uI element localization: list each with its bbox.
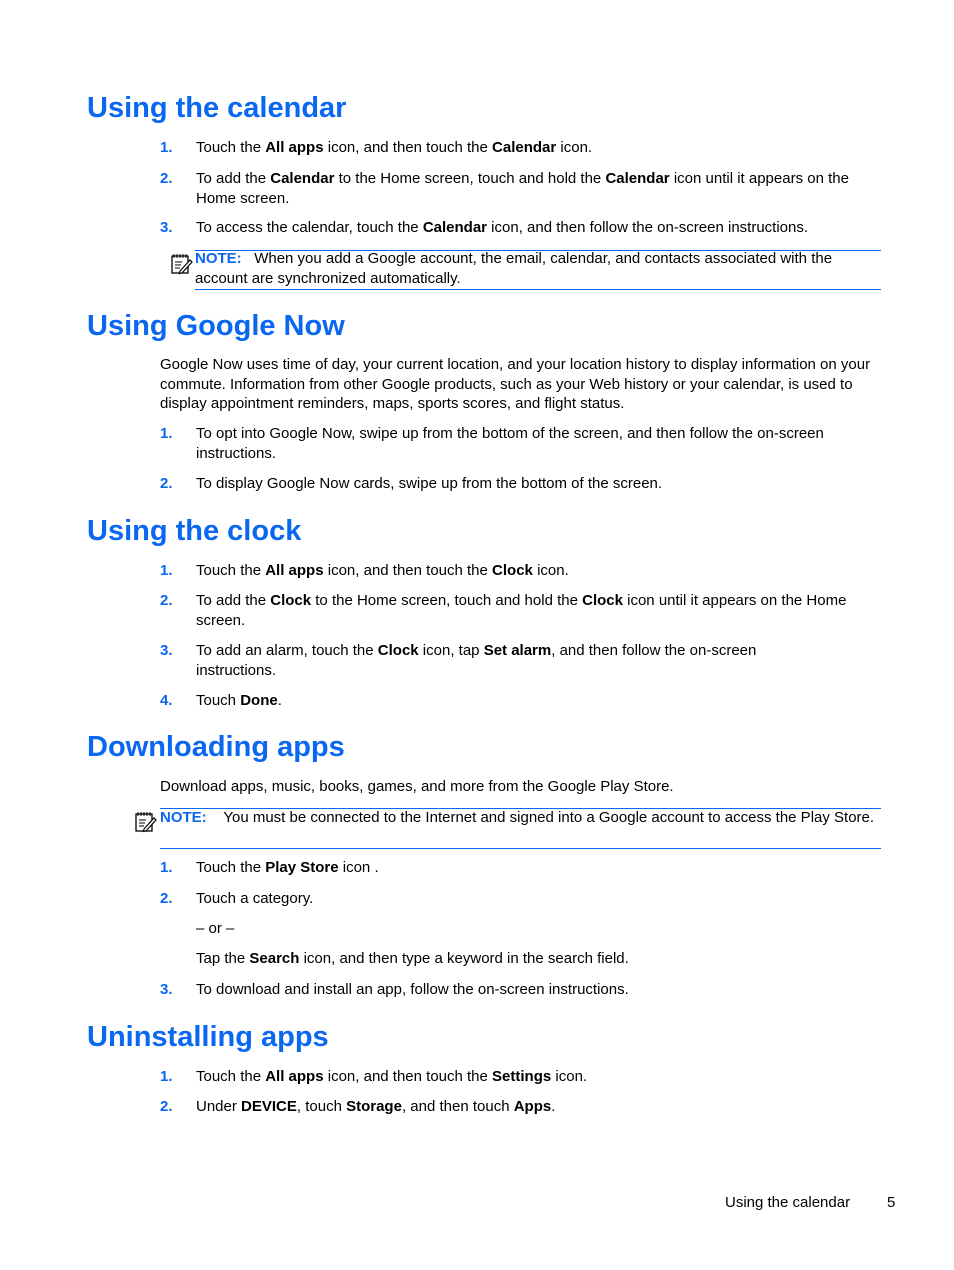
step-number: 3. [160,981,173,998]
step-text: To opt into Google Now, swipe up from the bottom of the screen, and then follow the on-screen instructions. [196,425,824,462]
note-downloading [160,808,882,828]
step-text [196,218,886,238]
text-run: icon until it appears on the Home screen. [196,170,849,207]
text-run: Tap the [196,950,250,967]
text-run: To add an alarm, touch the [196,642,378,659]
bold-term: Calendar [492,139,557,156]
step-text [196,138,886,158]
bold-term: Search [249,950,300,967]
text-run: icon, and then touch the [323,139,493,156]
step-text [196,591,866,630]
step-number: 1. [160,859,173,876]
bold-term: Calendar [605,170,670,187]
heading-downloading-apps: Downloading apps [87,731,345,763]
bold-term: Clock [582,592,623,609]
step-number: 2. [160,1098,173,1115]
text-run: Touch the [196,1068,266,1085]
step-text [196,691,886,711]
text-run: Touch a category. [196,890,314,907]
text-run: icon until it appears on the Home screen. [196,592,847,629]
or-separator: – or – [196,920,235,937]
text-run: . [277,692,282,709]
bold-term: Clock [492,562,533,579]
bold-term: All apps [265,562,324,579]
bold-term: Storage [346,1098,402,1115]
text-run: Touch the [196,859,266,876]
text-run: To add the [196,592,271,609]
note-body: You must be connected to the Internet and signed into a Google account to access the Play Store. [223,809,875,826]
step-text: To display Google Now cards, swipe up from the bottom of the screen. [196,475,663,492]
text-run: icon . [338,859,379,876]
text-run: icon, tap [418,642,484,659]
text-run: Under [196,1098,242,1115]
bold-term: DEVICE [241,1098,297,1115]
step-number: 2. [160,890,173,907]
text-run: icon, and then follow the on-screen instructions. [487,219,809,236]
step-number: 4. [160,692,173,709]
step-text [196,561,886,581]
text-run: to the Home screen, touch and hold the [334,170,606,187]
footer-page-number: 5 [887,1194,896,1211]
text-run: icon. [551,1068,588,1085]
downloading-intro: Download apps, music, books, games, and more from the Google Play Store. [160,778,674,795]
step-number: 1. [160,1068,173,1085]
text-run: To add the [196,170,271,187]
text-run: icon, and then type a keyword in the search field. [299,950,629,967]
heading-using-clock: Using the clock [87,515,302,547]
step-number: 1. [160,425,173,442]
bold-term: Set alarm [483,642,552,659]
note-bottom-rule [160,848,881,849]
step-text [196,858,886,878]
bold-term: All apps [265,139,324,156]
text-run: icon, and then touch the [323,1068,493,1085]
note-calendar [195,249,885,288]
text-run: icon, and then touch the [323,562,493,579]
step-alternative [196,949,886,969]
step-number: 2. [160,592,173,609]
bold-term: Apps [513,1098,552,1115]
bold-term: Play Store [265,859,339,876]
step-number: 2. [160,170,173,187]
step-text [196,1067,886,1087]
step-number: 3. [160,219,173,236]
note-icon [134,810,158,834]
step-text [196,169,886,208]
note-label: NOTE: [195,250,242,267]
bold-term: Calendar [422,219,488,236]
note-label: NOTE: [160,809,207,826]
footer-section-title: Using the calendar [725,1194,851,1211]
bold-term: Clock [270,592,312,609]
heading-uninstalling-apps: Uninstalling apps [87,1021,329,1053]
bold-term: Done [240,692,278,709]
text-run: Touch [196,692,241,709]
text-run: icon. [532,562,569,579]
heading-using-google-now: Using Google Now [87,310,345,342]
step-number: 2. [160,475,173,492]
text-run: icon. [556,139,593,156]
bold-term: Calendar [270,170,335,187]
text-run: to the Home screen, touch and hold the [311,592,583,609]
bold-term: All apps [265,1068,324,1085]
note-body: When you add a Google account, the email, calendar, and contacts associated with the account are synchronized automatically. [195,250,833,287]
step-text [196,980,886,1000]
heading-using-calendar: Using the calendar [87,92,347,124]
note-icon [170,252,194,276]
step-number: 3. [160,642,173,659]
bold-term: Clock [377,642,419,659]
step-number: 1. [160,139,173,156]
note-bottom-rule [195,289,881,290]
text-run: , and then touch [401,1098,514,1115]
text-run: To download and install an app, follow the on-screen instructions. [196,981,629,998]
step-text [196,889,886,909]
text-run: Touch the [196,139,266,156]
google-now-intro: Google Now uses time of day, your current location, and your location history to display information on your commute. Information from other Google products, such as your Web history or your calendar, is used to display appointment reminders, maps, sports scores, and flight status. [160,356,871,412]
step-text [196,641,836,680]
text-run: To access the calendar, touch the [196,219,423,236]
text-run: Touch the [196,562,266,579]
step-number: 1. [160,562,173,579]
step-text [196,1097,886,1117]
text-run: . [551,1098,556,1115]
text-run: , and then follow the on-screen instructions. [196,642,757,679]
bold-term: Settings [492,1068,552,1085]
text-run: , touch [296,1098,347,1115]
